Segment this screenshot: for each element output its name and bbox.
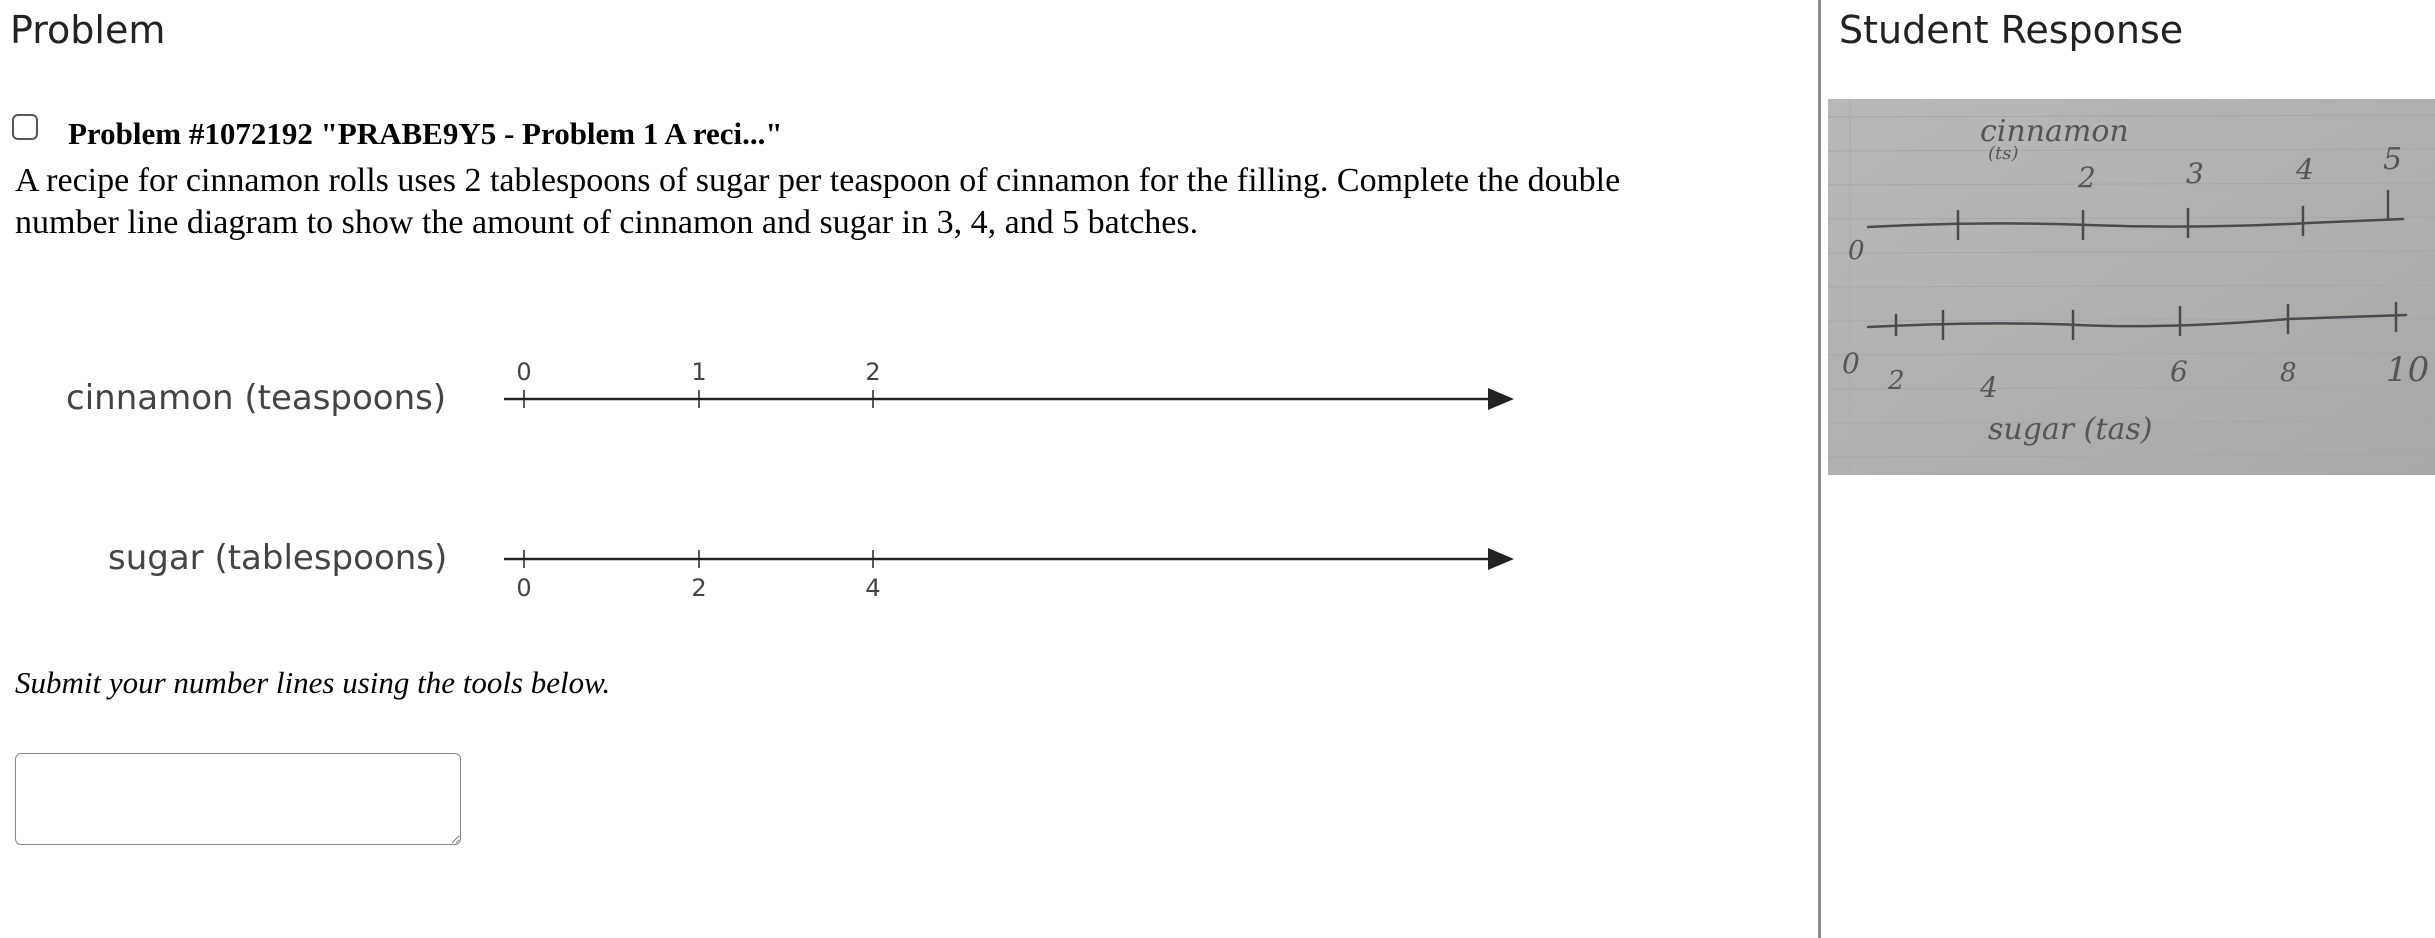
cinnamon-tick-label: 2 [865, 358, 881, 386]
photo-top-number: 5 [2383, 142, 2403, 177]
photo-origin-bottom: 0 [1842, 347, 1860, 380]
cinnamon-axis-label: cinnamon (teaspoons) [66, 378, 447, 418]
problem-description: A recipe for cinnamon rolls uses 2 tablespoons of sugar per teaspoon of cinnamon for the filling. Complete the double number line diagram to show the amount of cinnamon and sugar in 3, 4, and 5 batches. [15, 162, 1621, 241]
cinnamon-tick-label: 0 [516, 358, 532, 386]
sugar-tick-label: 4 [865, 574, 881, 600]
problem-heading: Problem #1072192 "PRABE9Y5 - Problem 1 A reci..." [68, 116, 783, 151]
student-response-photo [1828, 99, 2435, 475]
submit-instructions: Submit your number lines using the tools below. [15, 665, 611, 700]
problem-select-checkbox[interactable] [12, 114, 38, 140]
student-response-pane [1821, 0, 2435, 938]
sugar-axis-label: sugar (tablespoons) [108, 538, 448, 578]
double-number-line-diagram [0, 330, 1560, 600]
answer-textarea[interactable] [15, 753, 461, 845]
sugar-arrowhead [1488, 548, 1514, 570]
student-response-title: Student Response [1839, 8, 2184, 52]
sugar-tick-label: 0 [516, 574, 532, 600]
cinnamon-arrowhead [1488, 388, 1514, 410]
photo-bottom-number: 8 [2280, 358, 2297, 388]
photo-top-label: cinnamon [1980, 114, 2129, 149]
photo-bottom-number: 10 [2386, 350, 2430, 390]
sugar-number-line [504, 548, 1514, 600]
photo-top-number: 4 [2296, 153, 2314, 186]
photo-bottom-label: sugar (tas) [1988, 412, 2153, 447]
photo-bottom-number: 2 [1888, 366, 1905, 396]
photo-bottom-number: 6 [2170, 355, 2188, 388]
cinnamon-tick-label: 1 [691, 358, 707, 386]
sugar-tick-label: 2 [691, 574, 707, 600]
photo-top-sublabel: (ts) [1988, 143, 2019, 164]
cinnamon-number-line [504, 358, 1514, 410]
photo-bottom-number: 4 [1980, 371, 1998, 404]
photo-top-number: 2 [2078, 161, 2096, 194]
photo-origin-top: 0 [1848, 236, 1865, 266]
problem-pane-title: Problem [10, 8, 166, 52]
photo-top-number: 3 [2186, 157, 2204, 190]
